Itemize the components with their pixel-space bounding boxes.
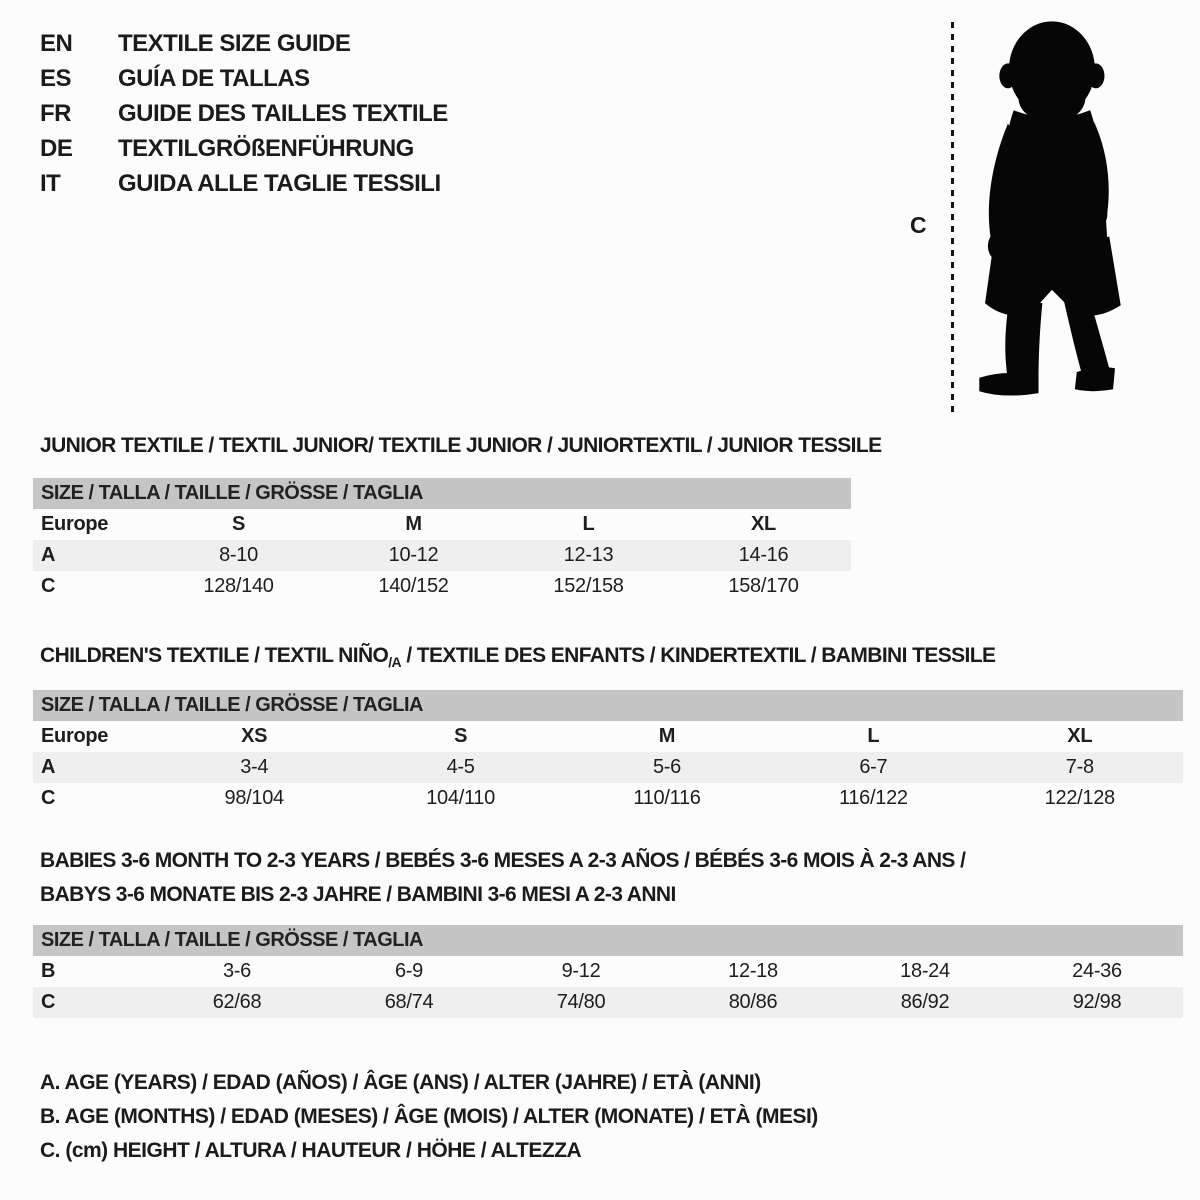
babies-row-b — [33, 956, 1183, 987]
cell: 12-13 — [501, 540, 676, 571]
junior-columns-row — [33, 509, 851, 540]
cell: 140/152 — [378, 575, 449, 597]
cell: 158/170 — [728, 575, 799, 597]
footnote-b: B. AGE (MONTHS) / EDAD (MESES) / ÂGE (MOIS) / ALTER (MONATE) / ETÀ (MESI) — [40, 1105, 818, 1128]
cell: 10-12 — [326, 540, 501, 571]
lang-title: GUÍA DE TALLAS — [118, 65, 310, 92]
footnote-legend — [40, 1066, 818, 1168]
column-header: M — [658, 725, 676, 747]
lang-row-de — [40, 131, 448, 166]
cell: 152/158 — [553, 575, 624, 597]
lang-title: GUIDE DES TAILLES TEXTILE — [118, 100, 448, 127]
cell: 3-4 — [151, 752, 357, 783]
babies-heading-line2: BABYS 3-6 MONATE BIS 2-3 JAHRE / BAMBINI 3-6 MESI A 2-3 ANNI — [40, 883, 676, 906]
children-row-c — [33, 783, 1183, 814]
cell: 4-5 — [357, 752, 563, 783]
row-label: C — [33, 987, 151, 1018]
lang-row-it — [40, 166, 448, 201]
heading-text: CHILDREN'S TEXTILE / TEXTIL NIÑO — [40, 644, 389, 667]
region-label: Europe — [41, 725, 109, 747]
cell: 92/98 — [1011, 987, 1183, 1018]
cell: 62/68 — [151, 987, 323, 1018]
cell: 86/92 — [839, 987, 1011, 1018]
cell: 128/140 — [203, 575, 274, 597]
lang-code: DE — [40, 135, 73, 162]
height-measure-dotted-line — [951, 22, 954, 414]
cell: 116/122 — [839, 787, 908, 809]
size-header-bar: SIZE / TALLA / TAILLE / GRÖSSE / TAGLIA — [33, 478, 851, 509]
lang-code: IT — [40, 170, 61, 197]
cell: 74/80 — [495, 987, 667, 1018]
height-measure-label: C — [910, 212, 927, 238]
cell: 104/110 — [426, 787, 495, 809]
cell: 68/74 — [323, 987, 495, 1018]
children-columns-row — [33, 721, 1183, 752]
region-label: Europe — [41, 513, 109, 535]
size-header-bar: SIZE / TALLA / TAILLE / GRÖSSE / TAGLIA — [33, 690, 1183, 721]
row-label: B — [41, 960, 56, 982]
lang-code: EN — [40, 30, 73, 57]
lang-row-fr — [40, 96, 448, 131]
junior-size-table — [33, 478, 851, 602]
row-label: A — [33, 540, 151, 571]
junior-row-c — [33, 571, 851, 602]
babies-heading-line1: BABIES 3-6 MONTH TO 2-3 YEARS / BEBÉS 3-6 MESES A 2-3 AÑOS / BÉBÉS 3-6 MOIS À 2-3 ANS / — [40, 849, 966, 872]
column-header: S — [231, 513, 246, 535]
cell: 122/128 — [1044, 787, 1115, 809]
heading-subscript: /A — [388, 654, 402, 671]
lang-code: FR — [40, 100, 71, 127]
column-header: L — [867, 725, 880, 747]
junior-section-heading: JUNIOR TEXTILE / TEXTIL JUNIOR/ TEXTILE JUNIOR / JUNIORTEXTIL / JUNIOR TESSILE — [40, 434, 882, 457]
children-row-a — [33, 752, 1183, 783]
cell: 8-10 — [151, 540, 326, 571]
cell: 3-6 — [222, 960, 251, 982]
cell: 9-12 — [561, 960, 601, 982]
column-header: XS — [241, 725, 268, 747]
cell: 18-24 — [900, 960, 950, 982]
cell: 6-7 — [770, 752, 976, 783]
lang-title: TEXTILGRÖßENFÜHRUNG — [118, 135, 414, 162]
cell: 14-16 — [676, 540, 851, 571]
language-title-list — [40, 26, 448, 201]
footnote-a: A. AGE (YEARS) / EDAD (AÑOS) / ÂGE (ANS) / ALTER (JAHRE) / ETÀ (ANNI) — [40, 1071, 761, 1094]
column-header: XL — [1067, 725, 1093, 747]
row-label: C — [41, 575, 56, 597]
cell: 6-9 — [394, 960, 423, 982]
column-header: M — [405, 513, 422, 535]
children-section-heading — [40, 644, 995, 670]
lang-title: GUIDA ALLE TAGLIE TESSILI — [118, 170, 441, 197]
toddler-silhouette-icon — [964, 10, 1136, 415]
cell: 5-6 — [564, 752, 770, 783]
lang-code: ES — [40, 65, 72, 92]
column-header: S — [454, 725, 468, 747]
cell: 24-36 — [1072, 960, 1122, 982]
babies-row-c — [33, 987, 1183, 1018]
size-header-bar: SIZE / TALLA / TAILLE / GRÖSSE / TAGLIA — [33, 925, 1183, 956]
cell: 12-18 — [728, 960, 778, 982]
children-size-table — [33, 690, 1183, 814]
cell: 110/116 — [633, 787, 701, 809]
row-label: C — [41, 787, 56, 809]
cell: 80/86 — [667, 987, 839, 1018]
footnote-c: C. (cm) HEIGHT / ALTURA / HAUTEUR / HÖHE / ALTEZZA — [40, 1139, 582, 1162]
lang-row-es — [40, 61, 448, 96]
lang-title: TEXTILE SIZE GUIDE — [118, 30, 351, 57]
babies-section-heading — [40, 844, 965, 912]
column-header: XL — [751, 513, 776, 535]
cell: 98/104 — [224, 787, 284, 809]
cell: 7-8 — [977, 752, 1183, 783]
heading-text: / TEXTILE DES ENFANTS / KINDERTEXTIL / BAMBINI TESSILE — [401, 644, 996, 667]
babies-size-table — [33, 925, 1183, 1018]
row-label: A — [33, 752, 151, 783]
column-header: L — [582, 513, 595, 535]
lang-row-en — [40, 26, 448, 61]
junior-row-a — [33, 540, 851, 571]
